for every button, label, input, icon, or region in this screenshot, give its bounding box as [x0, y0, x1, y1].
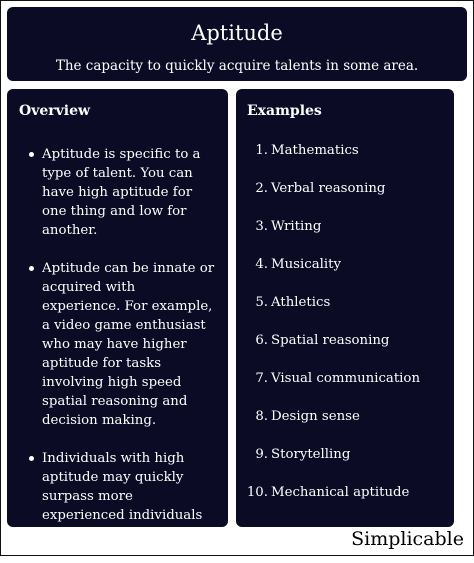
- overview-bullet: Individuals with high aptitude may quickly surpass more experienced individuals with less aptitude.: [42, 449, 217, 544]
- example-number: 1.: [255, 143, 268, 158]
- example-label: Spatial reasoning: [271, 333, 390, 348]
- overview-bullet: Aptitude is specific to a type of talent. You can have high aptitude for one thing and low for another.: [42, 145, 217, 240]
- page-title: Aptitude: [191, 21, 283, 45]
- example-number: 10.: [246, 485, 268, 500]
- example-number: 8.: [255, 409, 268, 424]
- example-item: [236, 445, 436, 464]
- page-subtitle: The capacity to quickly acquire talents in some area.: [55, 58, 419, 74]
- example-item: [236, 255, 436, 274]
- example-number: 4.: [255, 257, 268, 272]
- example-item: [236, 483, 436, 502]
- header-card: [7, 7, 467, 81]
- example-item: [236, 293, 436, 312]
- example-label: Visual communication: [271, 371, 421, 386]
- example-label: Mechanical aptitude: [271, 485, 410, 500]
- example-label: Writing: [271, 219, 322, 234]
- overview-bullet: Aptitude can be innate or acquired with experience. For example, a video game enthusiast who may have higher aptitude for tasks involving high speed spatial reasoning and decision making.: [42, 259, 217, 430]
- brand-logo: Simplicable: [351, 528, 464, 550]
- example-number: 9.: [255, 447, 268, 462]
- overview-card: [7, 89, 228, 542]
- example-label: Mathematics: [271, 143, 359, 158]
- example-number: 6.: [255, 333, 268, 348]
- example-label: Design sense: [271, 409, 360, 424]
- overview-title: Overview: [19, 103, 91, 119]
- overview-list: [7, 145, 217, 563]
- examples-card: [236, 89, 454, 527]
- example-label: Verbal reasoning: [271, 181, 386, 196]
- example-item: [236, 217, 436, 236]
- example-item: [236, 369, 436, 388]
- example-number: 3.: [255, 219, 268, 234]
- examples-title: Examples: [247, 103, 322, 119]
- example-number: 7.: [255, 371, 268, 386]
- example-item: [236, 141, 436, 160]
- example-number: 5.: [255, 295, 268, 310]
- example-label: Athletics: [271, 295, 331, 310]
- example-item: [236, 407, 436, 426]
- example-label: Musicality: [271, 257, 341, 272]
- example-number: 2.: [255, 181, 268, 196]
- example-item: [236, 331, 436, 350]
- example-label: Storytelling: [271, 447, 351, 462]
- example-item: [236, 179, 436, 198]
